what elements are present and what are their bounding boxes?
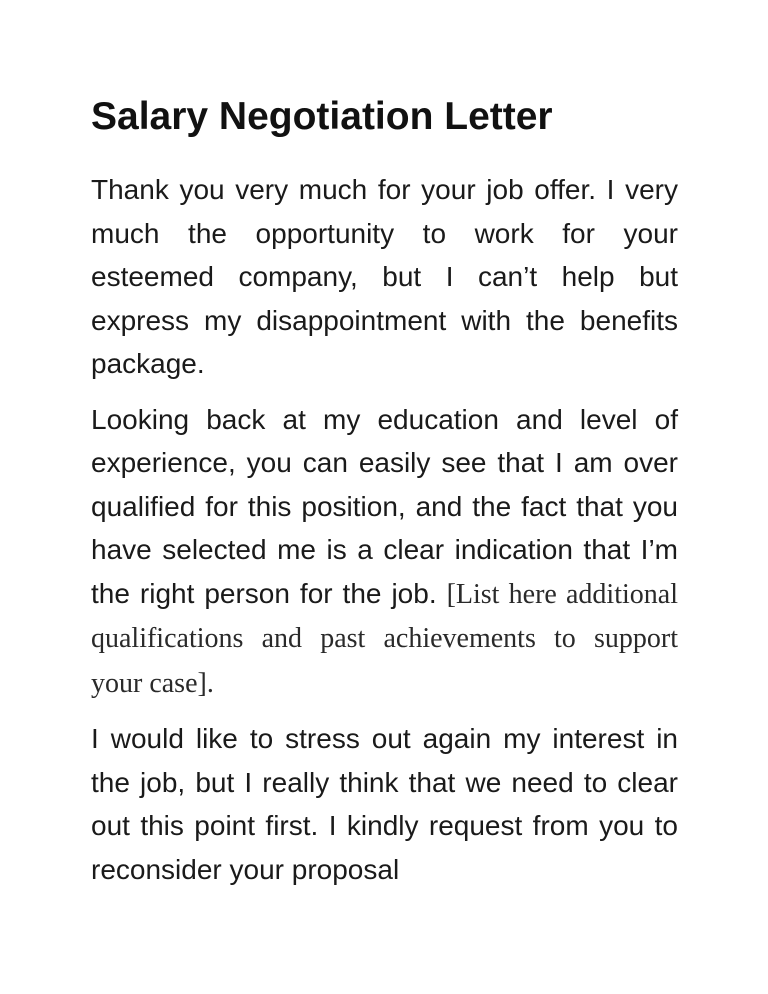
letter-content	[91, 92, 678, 903]
paragraph-2-text: Looking back at my education and level of experience, you can easily see that I am over qualified for this position, and the fact that you have selected me is a clear indication that I’m the right person for the job.	[91, 403, 678, 609]
qualifications-placeholder: [List here additional qualifications and past achievements to support your case].	[91, 578, 678, 699]
paragraph-2	[91, 398, 678, 706]
letter-title: Salary Negotiation Letter	[91, 95, 553, 138]
paragraph-1: Thank you very much for your job offer. I very much the opportunity to work for your esteemed company, but I can’t help but express my disappointment with the benefits package.	[91, 174, 678, 379]
paragraph-3: I would like to stress out again my interest in the job, but I really think that we need to clear out this point first. I kindly request from you to reconsider your proposal	[91, 723, 678, 885]
